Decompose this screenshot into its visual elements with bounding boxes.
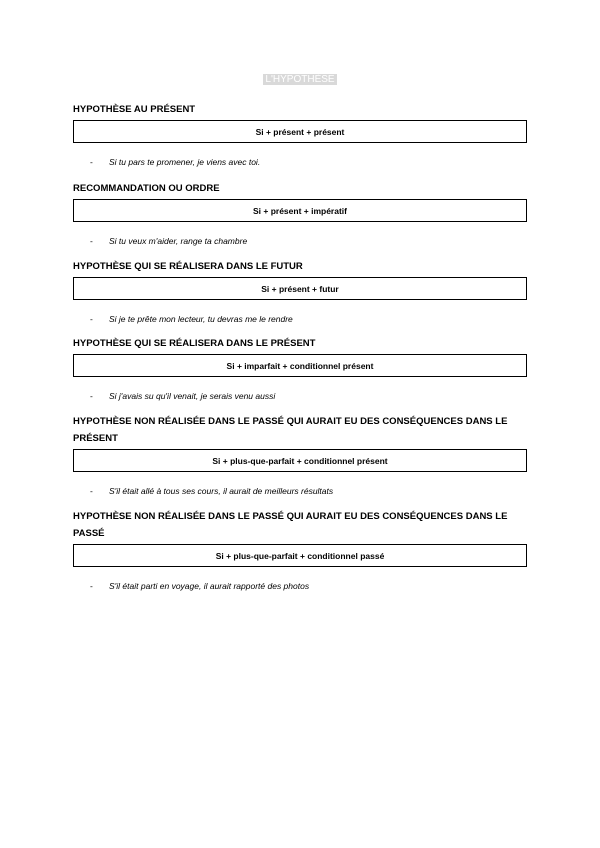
example-item [73, 314, 527, 324]
example-text: S'il était allé à tous ses cours, il aurait de meilleurs résultats [109, 486, 334, 496]
rule-box: Si + présent + futur [73, 277, 527, 300]
example-text: Si je te prête mon lecteur, tu devras me le rendre [109, 314, 293, 324]
section-present [73, 101, 527, 167]
bullet-dash: - [90, 157, 93, 167]
section-heading: HYPOTHÈSE AU PRÉSENT [73, 104, 196, 115]
document-title [0, 73, 600, 87]
section-heading: HYPOTHÈSE NON RÉALISÉE DANS LE PASSÉ QUI AURAIT EU DES CONSÉQUENCES DANS LE PASSÉ [73, 511, 508, 539]
rule-box: Si + présent + impératif [73, 199, 527, 222]
bullet-dash: - [90, 236, 93, 246]
example-item [73, 157, 527, 167]
document-title-text: L'HYPOTHÈSE [265, 74, 335, 85]
section-heading: HYPOTHÈSE NON RÉALISÉE DANS LE PASSÉ QUI AURAIT EU DES CONSÉQUENCES DANS LE PRÉSENT [73, 416, 508, 444]
bullet-dash: - [90, 486, 93, 496]
section-heading: RECOMMANDATION OU ORDRE [73, 183, 220, 194]
rule-box: Si + imparfait + conditionnel présent [73, 354, 527, 377]
example-text: Si j'avais su qu'il venait, je serais venu aussi [109, 391, 276, 401]
section-passe-passe [73, 508, 527, 591]
rule-box: Si + présent + présent [73, 120, 527, 143]
example-text: Si tu pars te promener, je viens avec toi. [109, 157, 261, 167]
bullet-dash: - [90, 314, 93, 324]
section-present-imparfait [73, 335, 527, 401]
example-item [73, 486, 527, 496]
section-passe-present [73, 413, 527, 496]
bullet-dash: - [90, 391, 93, 401]
example-text: Si tu veux m'aider, range ta chambre [109, 236, 248, 246]
example-item [73, 581, 527, 591]
rule-box: Si + plus-que-parfait + conditionnel présent [73, 449, 527, 472]
example-text: S'il était parti en voyage, il aurait rapporté des photos [109, 581, 310, 591]
section-heading: HYPOTHÈSE QUI SE RÉALISERA DANS LE PRÉSENT [73, 338, 316, 349]
example-item [73, 391, 527, 401]
example-item [73, 236, 527, 246]
section-futur [73, 258, 527, 324]
section-heading: HYPOTHÈSE QUI SE RÉALISERA DANS LE FUTUR [73, 261, 303, 272]
bullet-dash: - [90, 581, 93, 591]
section-recommandation [73, 180, 527, 246]
rule-box: Si + plus-que-parfait + conditionnel passé [73, 544, 527, 567]
